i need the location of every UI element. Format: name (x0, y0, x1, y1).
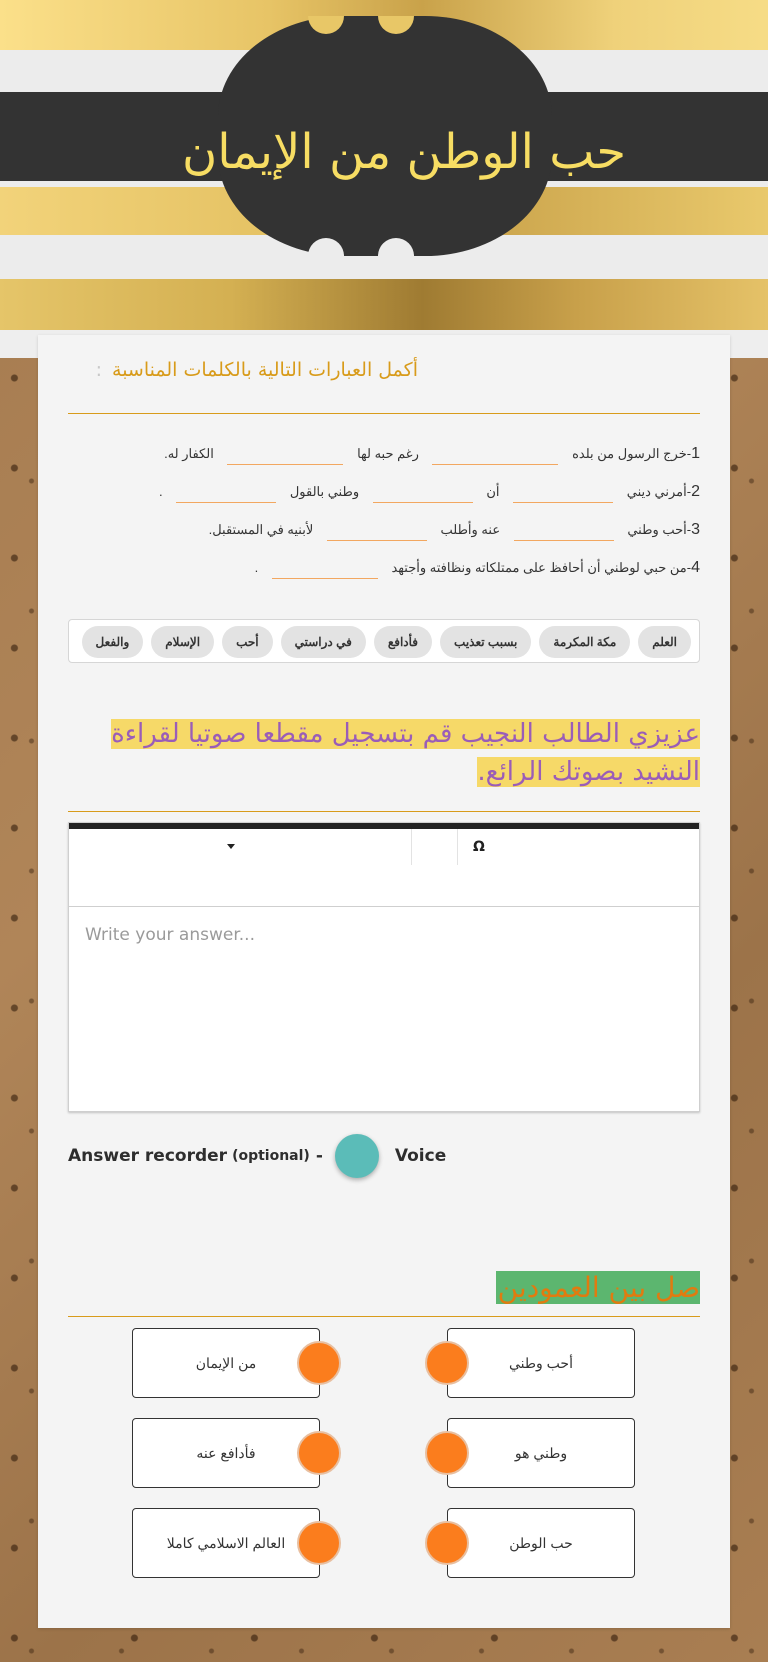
sentence-text: أن (486, 484, 500, 499)
match-left-item[interactable]: حب الوطن (447, 1508, 635, 1578)
word-chip[interactable]: والفعل (82, 626, 144, 658)
special-characters-icon[interactable]: Ω (473, 839, 485, 855)
connector-dot[interactable] (425, 1521, 469, 1565)
sentence-number: 4 (691, 559, 700, 576)
sentence-2 (68, 473, 700, 511)
sentence-text: -خرج الرسول من بلده (572, 446, 692, 461)
question-2-title: عزيزي الطالب النجيب قم بتسجيل مقطعا صوتيا لقراءة النشيد بصوتك الرائع. (111, 719, 700, 787)
match-right-item[interactable]: فأدافع عنه (132, 1418, 320, 1488)
blank-drop-zone[interactable] (327, 517, 427, 541)
question-3-title: صل بين العمودين (497, 1271, 700, 1304)
word-chip[interactable]: العلم (638, 626, 691, 658)
sentence-text: عنه وأطلب (440, 522, 501, 537)
connector-dot[interactable] (425, 1431, 469, 1475)
sentence-number: 1 (691, 445, 700, 462)
connector-dot[interactable] (297, 1431, 341, 1475)
sentence-text: وطني بالقول (289, 484, 360, 499)
connector-dot[interactable] (297, 1521, 341, 1565)
worksheet-panel (38, 335, 730, 1628)
question-2-heading (68, 715, 700, 791)
recorder-optional: (optional) (232, 1148, 310, 1164)
sentence-number: 2 (691, 483, 700, 500)
word-chip[interactable]: في دراستي (281, 626, 366, 658)
sentence-3 (68, 511, 700, 549)
word-chip[interactable]: أحب (222, 626, 273, 658)
blank-drop-zone[interactable] (514, 517, 614, 541)
question-1-heading (68, 359, 418, 381)
answer-recorder (68, 1131, 446, 1181)
heading-colon: : (95, 359, 102, 381)
sentence-4 (68, 549, 700, 587)
sentence-text: -من حبي لوطني أن أحافظ على ممتلكاته ونظافته وأجتهد (391, 560, 692, 575)
blank-drop-zone[interactable] (272, 555, 378, 579)
match-left-item[interactable]: وطني هو (447, 1418, 635, 1488)
answer-editor (68, 822, 700, 1112)
question-1-title: أكمل العبارات التالية بالكلمات المناسبة (112, 359, 418, 381)
divider (68, 413, 700, 414)
record-button[interactable] (335, 1134, 379, 1178)
blank-drop-zone[interactable] (373, 479, 473, 503)
toolbar-separator (457, 829, 458, 865)
format-dropdown[interactable] (69, 829, 411, 865)
word-chip[interactable]: مكة المكرمة (539, 626, 630, 658)
divider (68, 1316, 700, 1317)
word-chip[interactable]: الإسلام (151, 626, 214, 658)
page-title: حب الوطن من الإيمان (181, 124, 627, 180)
editor-toolbar (69, 829, 699, 907)
question-3-heading (68, 1263, 700, 1313)
recorder-label: Answer recorder (68, 1146, 228, 1166)
blank-drop-zone[interactable] (513, 479, 613, 503)
connector-dot[interactable] (425, 1341, 469, 1385)
recorder-dash: - (315, 1146, 323, 1166)
blank-drop-zone[interactable] (432, 441, 558, 465)
sentence-text: رغم حبه لها (357, 446, 419, 461)
match-right-item[interactable]: من الإيمان (132, 1328, 320, 1398)
gold-stripe (0, 279, 768, 330)
sentence-text: -أمرني ديني (626, 484, 692, 499)
fill-in-blanks (68, 435, 700, 587)
answer-textarea[interactable] (69, 907, 699, 963)
divider (68, 811, 700, 812)
word-chip[interactable]: بسبب تعذيب (440, 626, 531, 658)
match-right-item[interactable]: العالم الاسلامي كاملا (132, 1508, 320, 1578)
toolbar-separator (411, 829, 412, 865)
word-bank (68, 619, 700, 663)
sentence-text: . (158, 484, 163, 499)
caret-down-icon (227, 844, 235, 849)
sentence-number: 3 (691, 521, 700, 538)
sentence-1 (68, 435, 700, 473)
sentence-text: لأبنيه في المستقبل. (208, 522, 314, 537)
voice-label: Voice (394, 1146, 447, 1166)
header-banner (0, 0, 768, 358)
connector-dot[interactable] (297, 1341, 341, 1385)
sentence-text: -أحب وطني (627, 522, 692, 537)
blank-drop-zone[interactable] (176, 479, 276, 503)
match-left-item[interactable]: أحب وطني (447, 1328, 635, 1398)
sentence-text: الكفار له. (164, 446, 214, 461)
answer-placeholder: Write your answer... (85, 925, 255, 945)
word-chip[interactable]: فأدافع (374, 626, 432, 658)
blank-drop-zone[interactable] (227, 441, 343, 465)
sentence-text: . (254, 560, 259, 575)
